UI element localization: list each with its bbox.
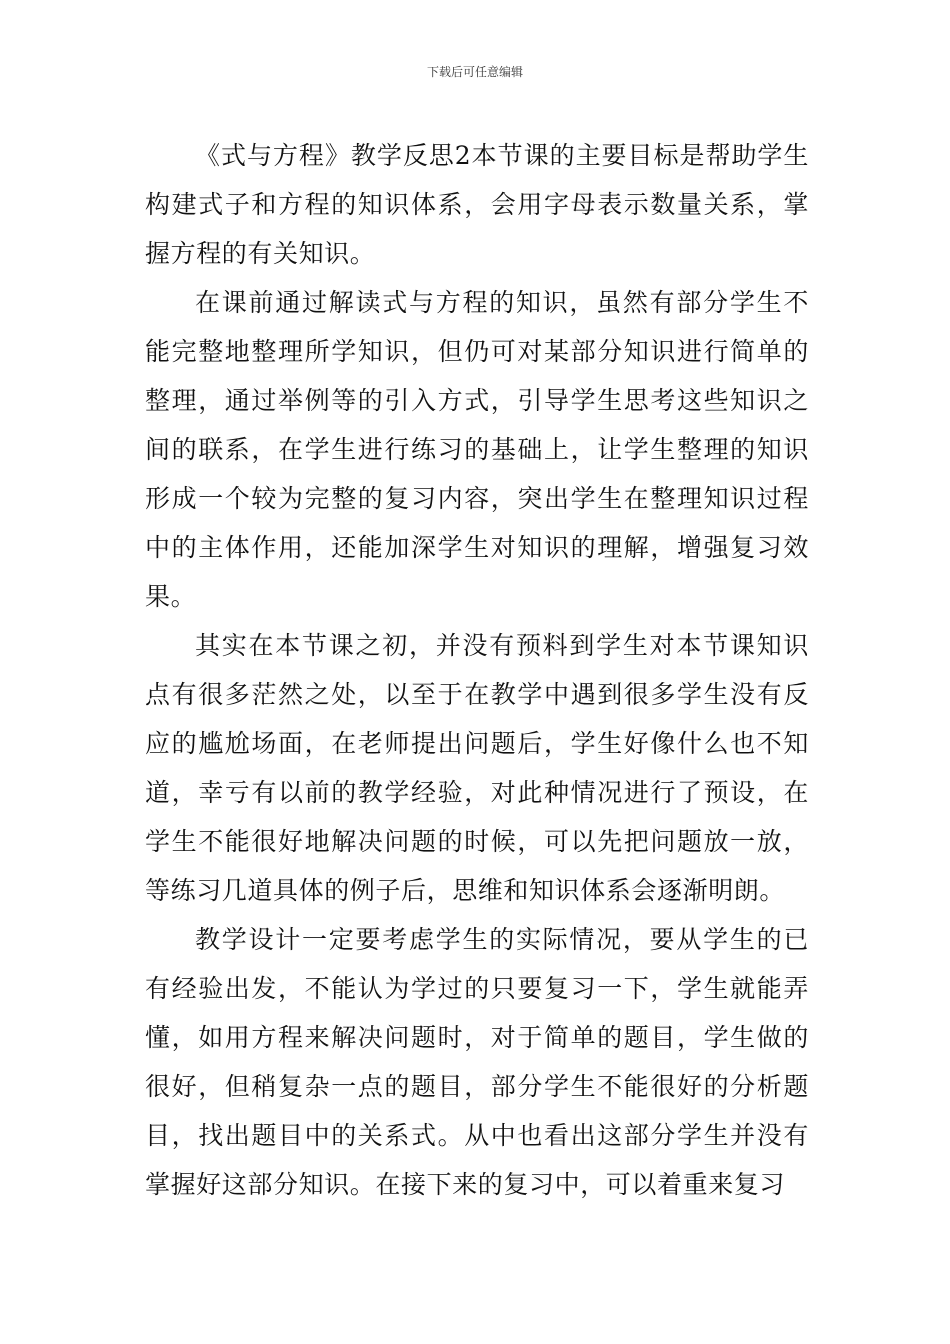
document-body <box>145 131 809 1209</box>
paragraph-2: 在课前通过解读式与方程的知识，虽然有部分学生不能完整地整理所学知识，但仍可对某部分知识进行简单的整理，通过举例等的引入方式，引导学生思考这些知识之间的联系，在学生进行练习的基础上，让学生整理的知识形成一个较为完整的复习内容，突出学生在整理知识过程中的主体作用，还能加深学生对知识的理解，增强复习效果。 <box>145 288 809 611</box>
page-header-note: 下载后可任意编辑 <box>426 65 523 79</box>
paragraph-3: 其实在本节课之初，并没有预料到学生对本节课知识点有很多茫然之处，以至于在教学中遇到很多学生没有反应的尴尬场面，在老师提出问题后，学生好像什么也不知道，幸亏有以前的教学经验，对此种情况进行了预设，在学生不能很好地解决问题的时候，可以先把问题放一放，等练习几道具体的例子后，思维和知识体系会逐渐明朗。 <box>145 631 809 905</box>
paragraph-1: 《式与方程》教学反思2本节课的主要目标是帮助学生构建式子和方程的知识体系，会用字母表示数量关系，掌握方程的有关知识。 <box>145 141 809 268</box>
paragraph-4: 教学设计一定要考虑学生的实际情况，要从学生的已有经验出发，不能认为学过的只要复习一下，学生就能弄懂，如用方程来解决问题时，对于简单的题目，学生做的很好，但稍复杂一点的题目，部分学生不能很好的分析题目，找出题目中的关系式。从中也看出这部分学生并没有掌握好这部分知识。在接下来的复习中，可以着重来复习 <box>145 925 809 1199</box>
